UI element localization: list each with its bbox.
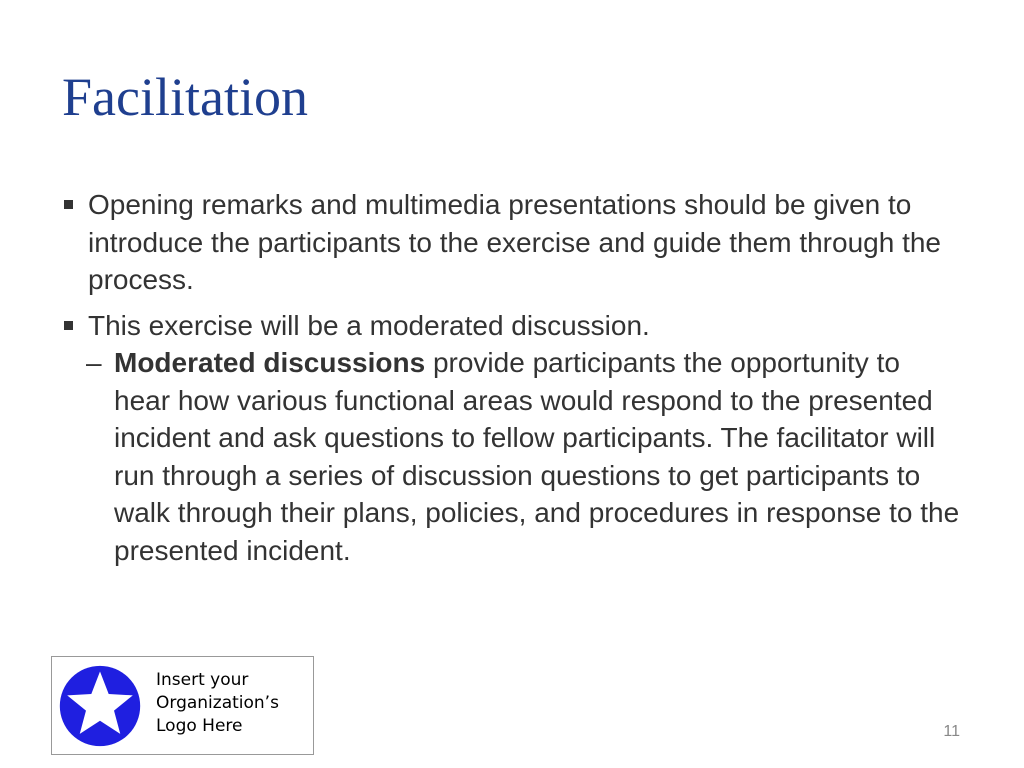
- logo-placeholder-text: [156, 669, 306, 738]
- square-bullet-icon: [64, 321, 73, 330]
- sub-bullet-bold-term: Moderated discussions: [114, 347, 426, 378]
- bullet-list: [62, 186, 962, 569]
- bullet-text: This exercise will be a moderated discussion.: [88, 309, 650, 341]
- square-bullet-icon: [64, 200, 73, 209]
- logo-placeholder: [51, 656, 314, 755]
- logo-text-line: Logo Here: [156, 716, 243, 736]
- slide-title: Facilitation: [62, 67, 308, 127]
- bullet-item: [62, 307, 962, 345]
- star-circle-icon: [59, 665, 141, 747]
- logo-text-line: Organization’s: [156, 693, 279, 713]
- page-number: 11: [943, 723, 960, 740]
- logo-text-line: Insert your: [156, 670, 249, 690]
- bullet-text: Opening remarks and multimedia presentations should be given to introduce the participants to the exercise and guide them through the process.: [88, 189, 941, 295]
- dash-marker: –: [86, 347, 102, 378]
- bullet-item: [62, 186, 962, 299]
- sub-bullet-item: [62, 344, 962, 569]
- sub-bullet-text: provide participants the opportunity to hear how various functional areas would respond to the presented incident and ask questions to fellow participants. The facilitator will run through a series of discussion questions to get participants to walk through their plans, policies, and procedures in response to the presented incident.: [114, 347, 960, 566]
